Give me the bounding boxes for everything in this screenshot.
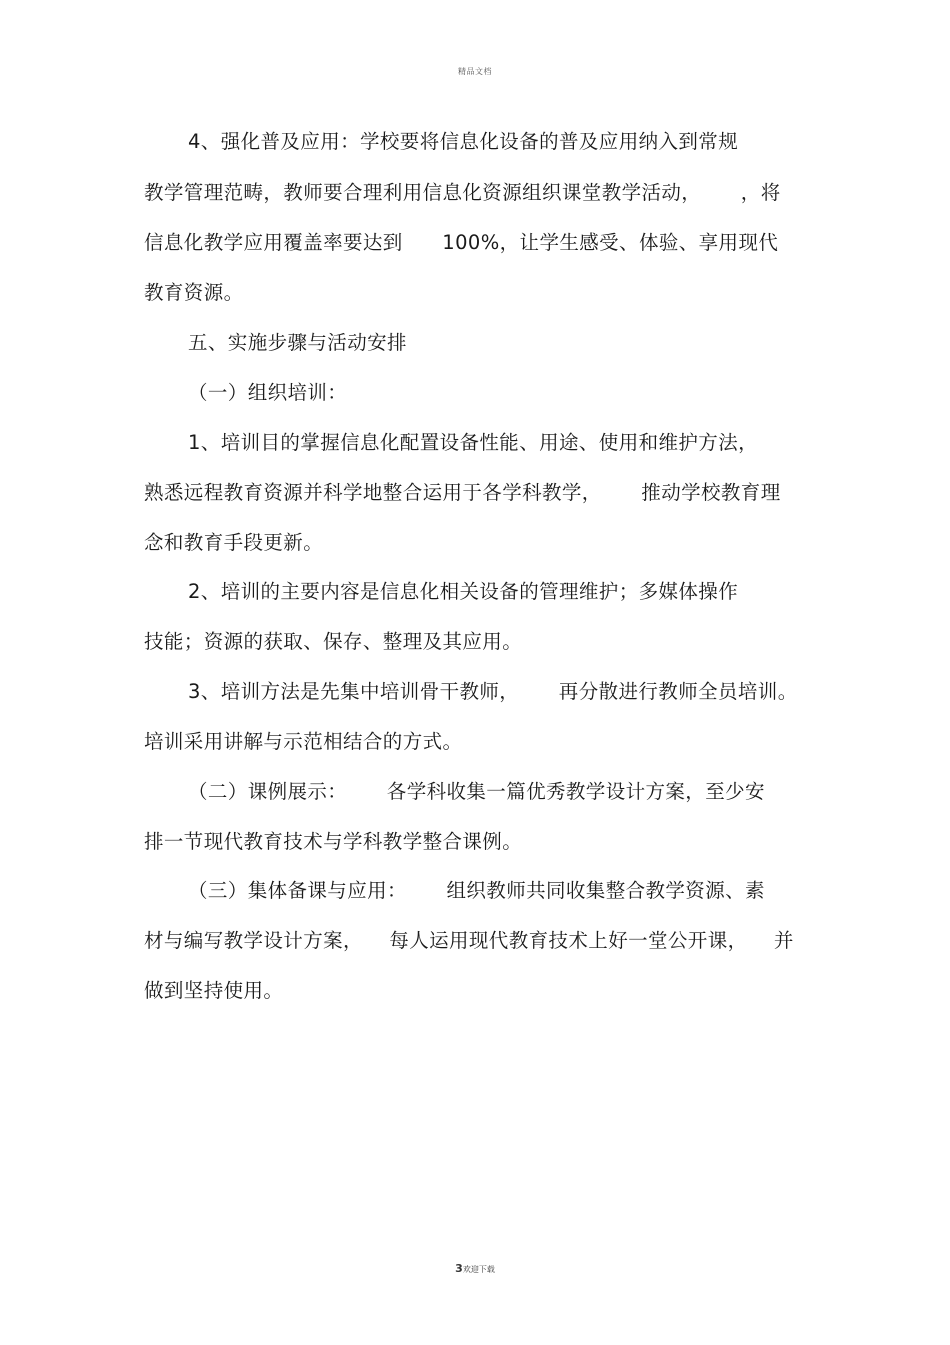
- subsection-heading: （一）组织培训：: [188, 381, 348, 404]
- paragraph-line: 做到坚持使用。: [144, 979, 284, 1002]
- footer-caption: 欢迎下载: [462, 1265, 495, 1274]
- paragraph-line: 念和教育手段更新。: [144, 531, 324, 554]
- page-footer: [0, 1262, 950, 1275]
- paragraph-line: 4、强化普及应用：学校要将信息化设备的普及应用纳入到常规: [188, 130, 739, 153]
- paragraph-line: 培训采用讲解与示范相结合的方式。: [144, 730, 463, 753]
- section-heading: 五、实施步骤与活动安排: [188, 331, 407, 354]
- paragraph-line: 排一节现代教育技术与学科教学整合课例。: [144, 830, 523, 853]
- paragraph-line: 技能；资源的获取、保存、整理及其应用。: [144, 630, 523, 653]
- header-watermark: 精品文档: [458, 67, 492, 76]
- paragraph-line: 教学管理范畴，教师要合理利用信息化资源组织课堂教学活动， ，将: [144, 181, 781, 204]
- paragraph-line: 熟悉远程教育资源并科学地整合运用于各学科教学， 推动学校教育理: [144, 481, 781, 504]
- page-number: 3: [455, 1262, 463, 1275]
- paragraph-line: 1、培训目的掌握信息化配置设备性能、用途、使用和维护方法，: [188, 431, 759, 454]
- paragraph-line: 教育资源。: [144, 281, 244, 304]
- paragraph-line: 2、培训的主要内容是信息化相关设备的管理维护；多媒体操作: [188, 580, 739, 603]
- paragraph-line: （三）集体备课与应用： 组织教师共同收集整合教学资源、素: [188, 879, 765, 902]
- paragraph-line: 材与编写教学设计方案， 每人运用现代教育技术上好一堂公开课， 并: [144, 929, 794, 952]
- paragraph-line: （二）课例展示： 各学科收集一篇优秀教学设计方案，至少安: [188, 780, 765, 803]
- paragraph-line: 信息化教学应用覆盖率要达到 100%，让学生感受、体验、享用现代: [144, 231, 779, 254]
- paragraph-line: 3、培训方法是先集中培训骨干教师， 再分散进行教师全员培训。: [188, 680, 798, 703]
